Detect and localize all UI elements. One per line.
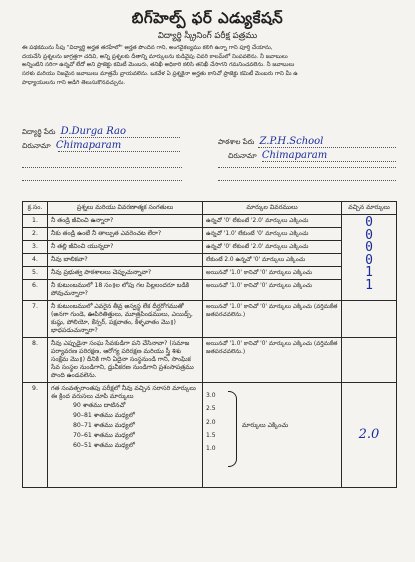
instruction-line: పాధ్యాయులను గాని అడిగి తెలుసుకొనవచ్చును. <box>22 79 126 86</box>
table-row <box>23 215 397 228</box>
address-line <box>58 151 180 152</box>
question-cell: నీవు బాలికవా? <box>48 254 203 267</box>
blank-line <box>218 167 396 168</box>
percentage-band: 60–51 శాతము మధ్యలో <box>73 442 135 449</box>
row-number: 2. <box>23 228 48 241</box>
row-number: 3. <box>23 241 48 254</box>
column-header: మార్కుల వివరములు <box>203 202 342 215</box>
handwritten-mark: 0 <box>365 215 373 230</box>
score-scale <box>206 385 338 485</box>
school-name-value: Z.P.H.School <box>259 136 324 147</box>
percentage-band: 80–71 శాతము మధ్యలో <box>73 422 135 429</box>
student-name-value: D.Durga Rao <box>60 126 126 137</box>
question-cell <box>48 383 203 488</box>
marks-rule-cell: ఉన్నచో '0' లేకుంటే '2.0' మార్కులు ఎక్కించు <box>203 241 342 254</box>
handwritten-mark: 1 <box>365 277 373 293</box>
score-value: 1.0 <box>206 445 216 453</box>
handwritten-mark: 0 <box>365 252 373 268</box>
obtained-marks-cell: 2.0 <box>342 383 397 488</box>
row-number: 7. <box>23 301 48 338</box>
percentage-band: 90–81 శాతము మధ్యలో <box>73 412 135 419</box>
table-row <box>23 301 397 338</box>
score-value: 2.5 <box>206 405 216 413</box>
marks-rule-cell: అయినచో '1.0' కానిచో '0' మార్కులు ఎక్కించు <box>203 267 342 280</box>
address-label: చిరునామా <box>22 142 51 150</box>
row-number: 4. <box>23 254 48 267</box>
row-number: 5. <box>23 267 48 280</box>
question-cell: నీ తల్లి జీవించి యున్నదా? <box>48 241 203 254</box>
column-header: వచ్చిన మార్కులు <box>342 202 397 215</box>
marks-rule-cell: అయినచో '1.0' కానిచో '0' మార్కులు ఎక్కించు (వర్తిమకేత జతపరచవలెను.) <box>203 301 342 338</box>
handwritten-mark: 0 <box>365 227 373 243</box>
percentage-band: 90 శాతము దాటినచో <box>73 402 126 409</box>
question-cell: నీ తండ్రి జీవించి ఉన్నారా? <box>48 215 203 228</box>
score-value: 2.0 <box>206 418 216 426</box>
question-cell: నీ కుటుంబములో 18 సం॥ల లోపు గల పిల్లలందరూ బడికి పోవుచున్నారా? <box>48 280 203 301</box>
obtained-marks-cell <box>342 215 397 301</box>
question-cell: నీవు ఎప్పుడైనా సంఘ సేవకుడిగా పని చేసినావా? (సమాజ పర్యావరణ పరిరక్షణ, ఆరోగ్య పరిరక్షణ మరియు స్త్రీ శిశు సంక్షేమ మొ॥) దీనికి గాని ఏదైనా సంస్థనుండి గాని, సాంఘిక సేవ సంస్థల నుండిగాని, ధ్రువీకరణ నుండిగాని ప్రశంసాపత్రము పొంది ఉండవలెను. <box>48 338 203 383</box>
document-subtitle: విద్యార్థి స్క్రీనింగ్ పరీక్ష పత్రము <box>157 31 258 41</box>
school-address-line <box>262 161 396 162</box>
obtained-marks-cell <box>342 301 397 338</box>
column-header: ప్రశ్నలు మరియు వివరణాత్మక సంగతులు <box>48 202 203 215</box>
marks-rule-cell: అయినచో '1.0' కానిచో '0' మార్కులు ఎక్కించు <box>203 280 342 301</box>
score-instruction: మార్కులు ఎక్కించు <box>242 422 289 429</box>
marks-rule-cell: ఉన్నచో '0' లేకుంటే '2.0' మార్కులు ఎక్కించు <box>203 215 342 228</box>
table-row <box>23 338 397 383</box>
blank-line <box>218 180 396 181</box>
marks-rule-cell <box>203 383 342 488</box>
instruction-line: అన్నింటిని సరిగా ఉన్నవో లేదో అని ప్రాజెక్టు కమిటీ మెంబరు, తనిఖీ అధికారి కలిసి తనిఖీ చేసాగని గమనించవలెను. నీ జవాబులు <box>22 62 295 69</box>
blank-line <box>22 180 182 181</box>
instructions-paragraph <box>22 44 396 88</box>
row-number: 6. <box>23 280 48 301</box>
score-value: 1.5 <box>206 431 216 439</box>
instruction-line: ఈ పథకమును సీపు "విద్యార్థి అర్హత తరహేలో" అర్హత పొందిన గాని, అంగవైకల్యము కలిగి ఉన్నా గాని పూర్తి చేయాను, <box>22 45 273 51</box>
handwritten-mark: 0 <box>365 240 373 255</box>
school-name-line <box>258 147 396 148</box>
question-cell: నీ కుటుంబములో ఎవరైన తీవ్ర అస్వస్థ లేక దీర్ఘరోగముతో (అనగా గుండె, ఊపిరితిత్తులు, మూత్రపిండములు, ఎయిడ్స్, కుష్ఠు, పోలియో, కేన్సర్, పక్షవాతం, కీళ్ళవాతం మొ॥) భాధపడుచున్నారా? <box>48 301 203 338</box>
school-address-label: చిరునామా <box>228 152 257 160</box>
marks-rule-cell: లేకుంటే 2.0 ఉన్నచో '0' మార్కులు ఎక్కించు <box>203 254 342 267</box>
row-number: 1. <box>23 215 48 228</box>
column-header: క్ర.సం. <box>23 202 48 215</box>
screening-table <box>22 201 397 488</box>
table-row <box>23 267 397 280</box>
address-value: Chimaparam <box>55 140 122 151</box>
table-row <box>23 383 397 488</box>
brace-bracket <box>228 391 237 467</box>
table-row <box>23 241 397 254</box>
student-name-line <box>60 137 180 138</box>
score-value: 3.0 <box>206 392 216 399</box>
score-list <box>206 389 216 455</box>
marks-rule-cell: ఉన్నచో '1.0' లేకుంటే '0' మార్కులు ఎక్కించు <box>203 228 342 241</box>
question-text: గత సంవత్సరాంతపు పరీక్షలో నీవు వచ్చిన సరాసరి మార్కులు ఈ క్రింద వరుసలు చూపి మార్కులు <box>51 385 196 400</box>
school-address-value: Chimaparam <box>261 150 328 161</box>
school-name-label: పాఠశాల పేరు <box>218 138 255 146</box>
instruction-line: దయచేసి ప్రశ్నలను జాగ్రత్తగా చదివి, అన్ని ప్రశ్నలకు దీతాన్ని మార్కులను కుడివైపు చివరి కాలమ్‌లో నింపవలెను. నీ జవాబులు <box>22 53 288 60</box>
question-cell: నీకు తండ్రి ఉంటే నీ తాల్పుత ఎవరెంచట లేరా? <box>48 228 203 241</box>
obtained-marks-cell <box>342 338 397 383</box>
student-name-label: విద్యార్థి పేరు <box>22 128 56 136</box>
table-header-row <box>23 202 397 215</box>
blank-line <box>22 167 182 168</box>
marks-rule-cell: అయినచో '1.0' కానిచో '0' మార్కులు ఎక్కించు (వర్తిమకేత జతపరచవలెను.) <box>203 338 342 383</box>
instruction-line: సరళు మరియు నిజమైన జవాబులు మాత్రమే వ్రాయవలెను. ఒకవేళ ఏ ప్రశ్నకైనా అర్హతు కానిచో ప్రాజెక్టు కమిటీ మెంబరు గాని మీ ఉ <box>22 71 298 78</box>
handwritten-mark: 1 <box>365 265 373 280</box>
percentage-band: 70–61 శాతము మధ్యలో <box>73 432 135 439</box>
table-row <box>23 280 397 301</box>
row-number: 9. <box>23 383 48 488</box>
document-title: బిగ్‌హెల్ప్ ఫర్ ఎడ్యుకేషన్ <box>131 9 284 27</box>
question-cell: నీవు ప్రభుత్వ పాఠశాలలు చెప్పుచున్నావా? <box>48 267 203 280</box>
table-row <box>23 228 397 241</box>
table-row <box>23 254 397 267</box>
row-number: 8. <box>23 338 48 383</box>
